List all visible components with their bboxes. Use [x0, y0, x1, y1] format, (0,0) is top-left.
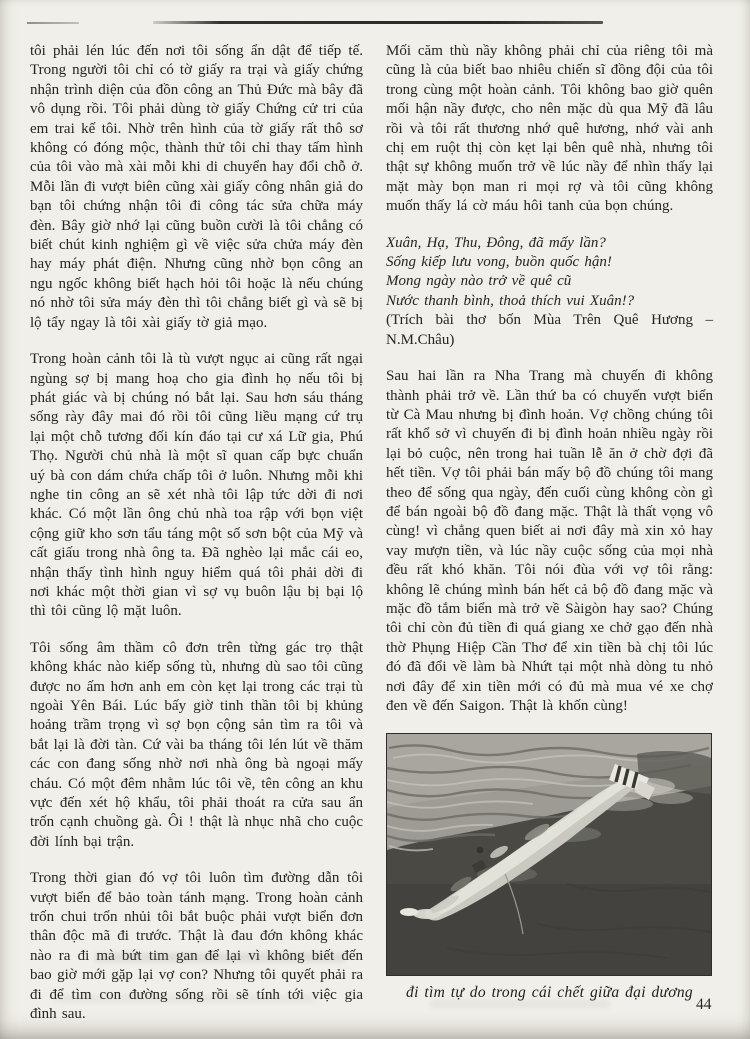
poem-quote — [386, 234, 713, 350]
paragraph: Sau hai lần ra Nha Trang mà chuyến đi không thành phải trở về. Lần thứ ba có chuyến vượt biển từ Cà Mau nhưng bị đình hoản. Vợ chồng chúng tôi rất khổ sở vì chuyến đi bị đình hoản nhiều ngày rồi lại bỏ cuộc, nên trong hai tuần lễ ăn ở chờ đợi đã hết tiền. Vợ tôi phải bán mấy bộ đồ chúng tôi mang theo để sống qua ngày, đến cuối cùng không còn gì để bán ngoài bộ đồ đang mặc. Thật là thất vọng vô cùng! vì chẳng quen biết ai nơi đây mà xin xỏ hay vay mượn tiền, và lúc nầy cuộc sống của mọi nhà đều rất khó khăn. Tôi nói đùa với vợ tôi rằng: không lẽ chúng mình bán hết cả bộ đồ đang mặc và mặc đồ tắm biển mà trở về Sàigòn hay sao? Chúng tôi chỉ còn đủ tiền đi quá giang xe chở gạo đến nhà thờ Phụng Hiệp Cần Thơ để xin tiền bà chị tôi lúc đó đã đổi về làm bà Nhứt tại một nhà dòng tu nhỏ nơi đây để xin tiền mới có đủ mà mua vé xe chợ đen về đến Saigon. Thật là khốn cùng! — [386, 368, 713, 714]
paragraph: Mối căm thù nầy không phải chỉ của riêng tôi mà cũng là của biết bao nhiêu chiến sĩ đồng đội của tôi trong cùng một hoàn cảnh. Tôi không bao giờ quên mối hận nầy được, cho nên mặc dù qua Mỹ đã lâu rồi và tôi rất thương nhớ quê hương, nhớ vài anh chị em ruột thị còn kẹt lại bên quê nhà, nhưng tôi thật sự không muốn trở về lúc nầy để nhìn thấy lại mặt mày bọn man ri mọi rợ và tôi cũng không muốn thấy lá cờ máu hôi tanh của bọn chúng. — [386, 43, 713, 215]
page-number: 44 — [696, 996, 712, 1013]
boat-at-sea-photo — [386, 733, 712, 976]
poem-line: Sống kiếp lưu vong, buồn quốc hận! — [386, 254, 612, 271]
paragraph: Tôi sống âm thầm cô đơn trên từng gác trọ thật không khác nào kiếp sống tù, nhưng dù sao tôi cũng được no ấm hơn anh em còn kẹt lại trong các trại tù ngoài Yên Bái. Lúc bấy giờ tinh thần tôi bị khủng hoảng trầm trọng vì sợ bọn cộng sản tìm ra tôi và bắt lại là đời tàn. Cứ vài ba tháng tôi lén lút về thăm các con đang sống nhờ nơi nhà ông bà ngoại mấy cháu. Có một đêm nhằm lúc tôi về, tên công an khu vực đến xét hộ khẩu, tôi phải thoát ra cửa sau ẩn trốn cạnh chuồng gà. Ôi ! thật là nhục nhã cho cuộc đời lính bại trận. — [30, 639, 363, 850]
header-rule-long — [153, 21, 603, 24]
photo-caption: đi tìm tự do trong cái chết giữa đại dương — [406, 984, 693, 1002]
header-rule-short — [27, 22, 79, 24]
poem-line: Nước thanh bình, thoả thích vui Xuân!? — [386, 292, 635, 309]
left-text-column — [30, 42, 363, 1039]
boat-photo-figure — [386, 733, 713, 1002]
poem-line: Xuân, Hạ, Thu, Đông, đã mấy lần? — [386, 234, 606, 251]
paragraph: Trong thời gian đó vợ tôi luôn tìm đường dẫn tôi vượt biển để bảo toàn tánh mạng. Trong hoàn cảnh trốn chui trốn nhủi tôi bắt buộc phải vượt biển đơn thân độc mã đi trước. Thật là đau đớn không khác nào ra đi mà bứt tim gan để lại vì không biết đến bao giờ mới gặp lại vợ con? Nhưng tôi quyết phải ra đi để tìm con đường sống rồi sẽ tính tới việc gia đình sau. — [30, 870, 363, 1023]
paragraph: Trong hoàn cảnh tôi là tù vượt ngục ai cũng rất ngại ngùng sợ bị mang hoạ cho gia đình họ nếu tôi bị phát giác và bị chúng nó bắt lại. Sau hơn sáu tháng sống rày đây mai đó rồi tôi cũng liều mạng cứ trụ lại một chỗ tương đối kín đáo tại cư xá Lữ gia, Phú Thọ. Người chủ nhà là một sĩ quan cấp bực chuẩn uý bà con dám chứa chấp tôi ở luôn. Nhưng mỗi khi nghe tin công an sẽ xét nhà tôi lập tức dời đi nơi khác. Có một lần ông chủ nhà toa rập với bọn việt cộng giữ kho sơn tẩu táng một số sơn bột của Mỹ và cất giấu trong nhà ông ta. Đã nghèo lại mắc cái eo, nhận thấy tình hình nguy hiểm quá tôi phải dời đi nơi khác một thời gian vì sợ vụ buôn lậu bị bại lộ thì tôi cũng lộ mặt luôn. — [30, 351, 363, 620]
poem-line: Mong ngày nào trở về quê cũ — [386, 273, 572, 290]
paragraph: tôi phải lén lúc đến nơi tôi sống ẩn dật để tiếp tế. Trong người tôi chỉ có tờ giấy ra trại và giấy chứng nhận trình diện của đồn công an Thủ Đức mà bây đã vô dụng rồi. Tôi phải dùng tờ giấy Chứng cử tri của em trai kế tôi. Nhờ trên hình của tờ giấy rất thô sơ không có đóng mộc, thành thử tôi chỉ thay tấm hình của tôi vào mà xài mỗi khi di chuyển hay đổi chỗ ở. Mỗi lần đi vượt biên cũng xài giấy công nhân giả do bạn tôi chứng nhận tôi đi công tác sửa chữa máy đèn. Bây giờ nhớ lại cũng buồn cười là tôi chẳng có biết chút kinh nghiệm gì về việc sửa chửa máy đèn hay máy phát điện. Nhưng cũng nhờ bọn công an ngu ngốc không biết hạch hỏi tôi hoặc là nếu chúng nó nhờ tôi sửa máy đèn thì tôi chẳng biết gì và sẽ bị lộ tẩy ngay là tôi xài giấy tờ giả mạo. — [30, 43, 363, 331]
right-text-column — [386, 42, 713, 1003]
poem-attribution: (Trích bài thơ bốn Mùa Trên Quê Hương – N.M.Châu) — [386, 312, 713, 348]
